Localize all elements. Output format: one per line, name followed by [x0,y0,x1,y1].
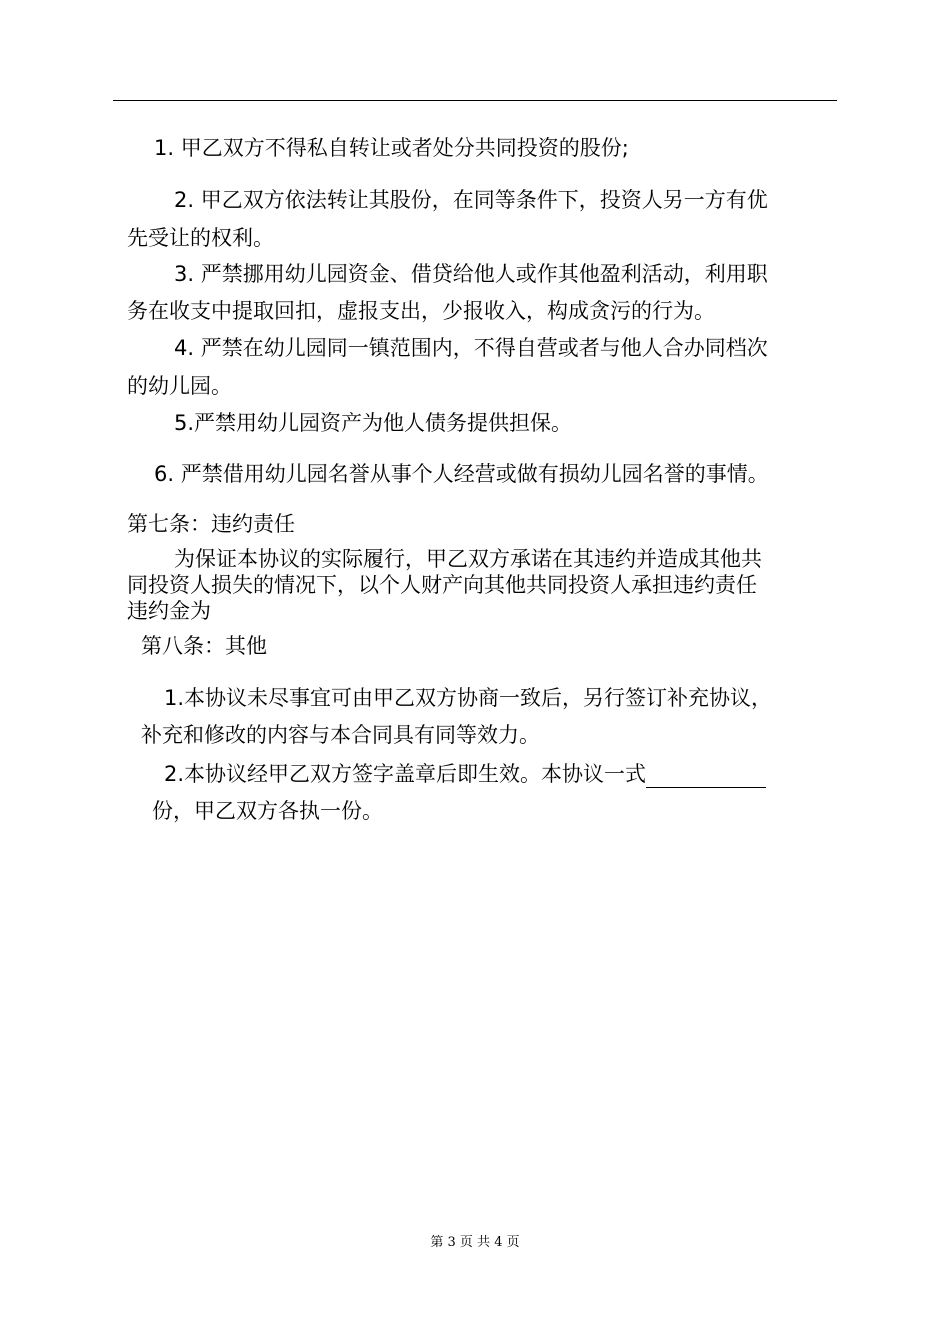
article-8-item-2-line-1 [164,760,766,788]
clause-4-line-2: 的幼儿园。 [127,374,232,398]
article-7-heading: 第七条：违约责任 [127,512,295,536]
page-footer: 第 3 页 共 4 页 [430,1235,520,1250]
copies-blank-field [646,765,766,788]
article-7-para-line-2: 同投资人损失的情况下，以个人财产向其他共同投资人承担违约责任 [127,573,757,597]
clause-3-line-2: 务在收支中提取回扣，虚报支出，少报收入，构成贪污的行为。 [127,299,715,323]
clause-5: 5.严禁用幼儿园资产为他人债务提供担保。 [174,411,573,435]
article-7-para-line-3: 违约金为 [127,599,211,623]
clause-6: 6. 严禁借用幼儿园名誉从事个人经营或做有损幼儿园名誉的事情。 [154,462,769,486]
article-7-para-line-1: 为保证本协议的实际履行，甲乙双方承诺在其违约并造成其他共 [174,547,762,571]
clause-1: 1. 甲乙双方不得私自转让或者处分共同投资的股份; [154,136,629,160]
article-8-item-1-line-1: 1.本协议未尽事宜可由甲乙双方协商一致后，另行签订补充协议， [164,686,773,710]
article-8-item-2-text: 2.本协议经甲乙双方签字盖章后即生效。本协议一式 [164,762,647,786]
article-8-item-2-line-2: 份，甲乙双方各执一份。 [152,799,383,823]
clause-2-line-2: 先受让的权利。 [127,226,274,250]
clause-4-line-1: 4. 严禁在幼儿园同一镇范围内，不得自营或者与他人合办同档次 [174,336,768,360]
article-8-item-1-line-2: 补充和修改的内容与本合同具有同等效力。 [141,723,540,747]
article-8-heading: 第八条：其他 [141,634,267,658]
header-rule [113,100,837,101]
clause-3-line-1: 3. 严禁挪用幼儿园资金、借贷给他人或作其他盈利活动，利用职 [174,262,768,286]
clause-2-line-1: 2. 甲乙双方依法转让其股份，在同等条件下，投资人另一方有优 [174,188,768,212]
